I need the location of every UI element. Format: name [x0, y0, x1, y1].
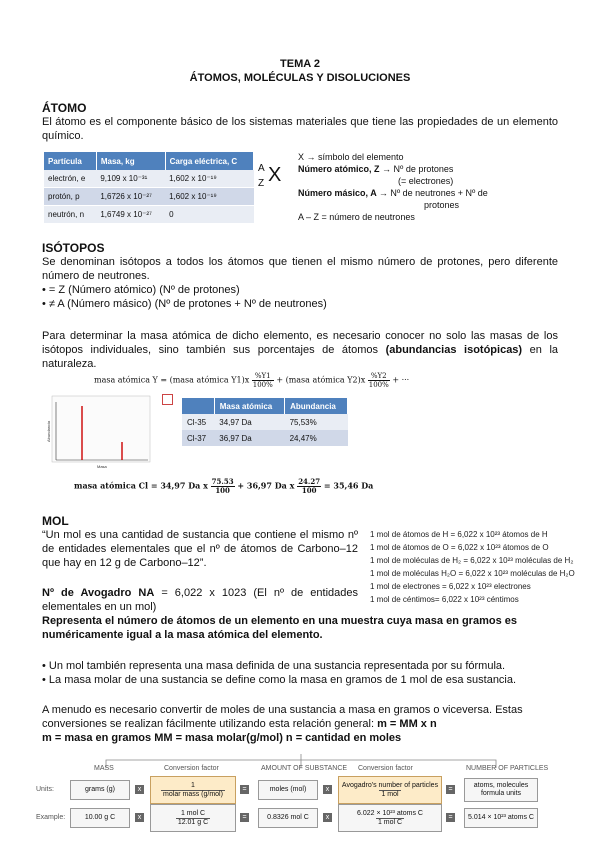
table-row	[44, 206, 254, 224]
element-symbol-X: X	[268, 164, 282, 186]
mol-bold-statement: Representa el número de átomos de un elemento en una muestra cuya masa en gramos es numéricamente igual a la masa atómica del elemento.	[42, 615, 517, 641]
fraction-numerator: 75.53	[211, 477, 234, 486]
avogadro-value: = 6,022 x 1023 (El nº de entidades elementales en un mol)	[42, 587, 358, 613]
formula-end: + ···	[392, 375, 410, 385]
box-denominator: 12.01 g C	[177, 818, 209, 826]
table-cell: 1,602 x 10⁻¹⁹	[165, 170, 253, 188]
legend-z-value: Nº de protones	[393, 164, 454, 174]
isotopos-bullet-1: • = Z (Número atómico) (Nº de protones)	[42, 284, 240, 296]
fraction	[297, 478, 321, 495]
heading-atomo: ÁTOMO	[42, 101, 87, 115]
formula-mid: + (masa atómica Y2)x	[276, 375, 366, 385]
units-amount-box	[258, 780, 318, 800]
times-icon: x	[135, 813, 144, 822]
example-particles-box	[464, 808, 538, 828]
fraction	[368, 372, 390, 389]
table-cell: 1,602 x 10⁻¹⁹	[165, 188, 253, 206]
isotope-abundance-header: Abundancia	[285, 398, 348, 414]
box-denominator: 1 mol	[381, 790, 399, 798]
fraction-numerator: %Y2	[368, 372, 390, 381]
box-denominator: molar mass (g/mol)	[163, 790, 223, 798]
box-denominator: 1 mol C	[377, 818, 403, 826]
example-mass-box	[70, 808, 130, 828]
formula-lhs: masa atómica Y = (masa atómica Y1)x	[94, 375, 250, 385]
avogadro-text	[42, 586, 358, 614]
box-text: 0.8326 mol C	[267, 814, 309, 821]
isotope-table	[182, 398, 348, 446]
list-item: 1 mol de electrones = 6,022 x 10²³ electrones	[370, 582, 531, 591]
legend-a-value: Nº de neutrones + Nº de	[390, 188, 488, 198]
isotopos-paragraph	[42, 329, 558, 371]
isotopos-text: Se denominan isótopos a todos los átomos que tienen el mismo número de protones, pero diferente número de neutrones.	[42, 256, 558, 282]
example-amount-box	[258, 808, 318, 828]
row-label-units: Units:	[36, 786, 54, 793]
equals-icon: =	[240, 813, 249, 822]
box-text: 5.014 × 10²³ atoms C	[468, 814, 534, 821]
charge-col-header: Carga eléctrica, C	[165, 152, 253, 170]
fraction	[211, 478, 235, 495]
tema-title: TEMA 2	[280, 58, 320, 70]
table-cell: 9,109 x 10⁻³¹	[96, 170, 165, 188]
times-icon: x	[135, 785, 144, 794]
units-cf1-box	[150, 776, 236, 804]
isotope-col-header	[182, 398, 214, 414]
box-numerator: Avogadro's number of particles	[341, 781, 439, 789]
equals-icon: =	[446, 785, 455, 794]
table-cell: electrón, e	[44, 170, 96, 188]
table-cell: protón, p	[44, 188, 96, 206]
box-text: 10.00 g C	[84, 814, 116, 821]
mass-number-A: A	[258, 163, 265, 174]
label-conversion-factor-1: Conversion factor	[164, 765, 219, 772]
chart-axis-x-label: Masa	[97, 464, 107, 469]
formula-end: = 35,46 Da	[323, 480, 374, 491]
fraction	[252, 372, 274, 389]
conversion-formula: m = MM x n	[377, 718, 437, 730]
legend-line-4	[298, 187, 488, 199]
particle-col-header: Partícula	[44, 152, 96, 170]
label-mass: MASS	[94, 765, 114, 772]
fraction-denominator: 100%	[368, 381, 389, 389]
formula-mid: + 36,97 Da x	[237, 480, 295, 491]
label-particles: NUMBER OF PARTICLES	[466, 765, 549, 772]
mol-examples-list	[370, 528, 598, 606]
conversion-diagram	[36, 752, 566, 832]
isotope-mass-header: Masa atómica	[214, 398, 284, 414]
units-cf2-box	[338, 776, 442, 804]
fraction-denominator: 100	[215, 486, 230, 495]
atomic-mass-formula	[94, 372, 409, 389]
table-cell: 1,6726 x 10⁻²⁷	[96, 188, 165, 206]
example-cf2-box	[338, 804, 442, 832]
equals-icon: =	[240, 785, 249, 794]
table-cell: Cl-37	[182, 430, 214, 446]
table-row	[44, 170, 254, 188]
legend-line-5: protones	[424, 200, 460, 210]
box-numerator: 1 mol C	[180, 809, 206, 817]
mol-definition: “Un mol es una cantidad de sustancia que contiene el mismo nº de entidades elementales que el nº de átomos de Carbono–12 que hay en 12 g de Carbono–12”.	[42, 529, 358, 569]
box-text: grams (g)	[85, 786, 115, 793]
legend-z-label: Número atómico, Z →	[298, 164, 392, 174]
times-icon: x	[323, 813, 332, 822]
table-row	[182, 414, 348, 430]
fraction-denominator: 100%	[252, 381, 273, 389]
legend-line-3: (= electrones)	[398, 176, 454, 186]
avogadro-label: Nº de Avogadro NA	[42, 587, 155, 599]
heading-isotopos: ISÓTOPOS	[42, 241, 105, 255]
isotopos-bullet-2: • ≠ A (Número másico) (Nº de protones + Nº de neutrones)	[42, 298, 327, 310]
list-item: 1 mol de átomos de H = 6,022 x 10²³ átomos de H	[370, 530, 548, 539]
row-label-example: Example:	[36, 814, 66, 821]
table-cell: 0	[165, 206, 253, 224]
particle-table	[44, 152, 254, 224]
legend-line-1: X → símbolo del elemento	[298, 152, 404, 162]
mass-spectrum-svg	[42, 392, 154, 472]
mass-spectrum-chart	[42, 392, 154, 472]
label-amount: AMOUNT OF SUBSTANCE	[261, 765, 348, 772]
heading-mol: MOL	[42, 514, 69, 528]
conversion-legend: m = masa en gramos MM = masa molar(g/mol) n = cantidad en moles	[42, 732, 402, 744]
image-icon	[162, 394, 173, 405]
paragraph-bold: (abundancias isotópicas)	[385, 344, 523, 356]
mol-bullet-2: • La masa molar de una sustancia se define como la masa en gramos de 1 mol de esa sustancia.	[42, 674, 517, 686]
table-cell: 75,53%	[285, 414, 348, 430]
atomo-text: El átomo es el componente básico de los sistemas materiales que tiene las propiedades de un elemento químico.	[42, 116, 558, 142]
legend-line-6: A – Z = número de neutrones	[298, 212, 415, 222]
mol-bullet-1: • Un mol también representa una masa definida de una sustancia representada por su fórmula.	[42, 660, 506, 672]
list-item: 1 mol de céntimos= 6,022 x 10²³ céntimos	[370, 595, 519, 604]
example-cf1-box	[150, 804, 236, 832]
table-row	[182, 430, 348, 446]
legend-a-label: Número másico, A →	[298, 188, 388, 198]
formula-lhs: masa atómica Cl = 34,97 Da x	[74, 480, 208, 491]
times-icon: x	[323, 785, 332, 794]
fraction-denominator: 100	[301, 486, 317, 495]
list-item: 1 mol de moléculas H₂O = 6,022 x 10²³ moléculas de H₂O	[370, 569, 575, 578]
table-cell: 34,97 Da	[214, 414, 284, 430]
table-cell: Cl-35	[182, 414, 214, 430]
chart-frame	[52, 396, 150, 462]
box-text: moles (mol)	[269, 786, 307, 793]
label-conversion-factor-2: Conversion factor	[358, 765, 413, 772]
list-item: 1 mol de átomos de O = 6,022 x 10²³ átomos de O	[370, 543, 549, 552]
table-row	[44, 188, 254, 206]
table-cell: 36,97 Da	[214, 430, 284, 446]
chart-axis-y-label: Abundancia	[46, 420, 51, 442]
fraction-numerator: %Y1	[252, 372, 274, 381]
list-item: 1 mol de moléculas de H₂ = 6,022 x 10²³ moléculas de H₂	[370, 556, 574, 565]
conversion-text	[42, 703, 558, 731]
atomic-number-Z: Z	[258, 178, 265, 189]
units-particles-box	[464, 778, 538, 802]
table-cell: neutrón, n	[44, 206, 96, 224]
box-numerator: 1	[191, 781, 195, 789]
table-cell: 1,6749 x 10⁻²⁷	[96, 206, 165, 224]
box-text: atoms, molecules formula units	[473, 782, 529, 797]
mass-col-header: Masa, kg	[96, 152, 165, 170]
chlorine-mass-formula	[74, 478, 373, 495]
conversion-intro: A menudo es necesario convertir de moles de una sustancia a masa en gramos o viceversa. Estas conversiones se realizan fácilmente utilizando esta relación general:	[42, 704, 523, 730]
fraction-numerator: 24.27	[298, 477, 321, 486]
paragraph-end: en la naturaleza.	[42, 344, 559, 370]
table-cell: 24,47%	[285, 430, 348, 446]
box-numerator: 6.022 × 10²³ atoms C	[357, 809, 423, 817]
legend-line-2	[298, 163, 453, 175]
equals-icon: =	[446, 813, 455, 822]
paragraph-text: Para determinar la masa atómica de dicho elemento, es necesario conocer no solo las masas de los isótopos individuales, sino también sus porcentajes de átomos	[42, 330, 558, 356]
units-mass-box	[70, 780, 130, 800]
page-subtitle: ÁTOMOS, MOLÉCULAS Y DISOLUCIONES	[189, 72, 411, 84]
